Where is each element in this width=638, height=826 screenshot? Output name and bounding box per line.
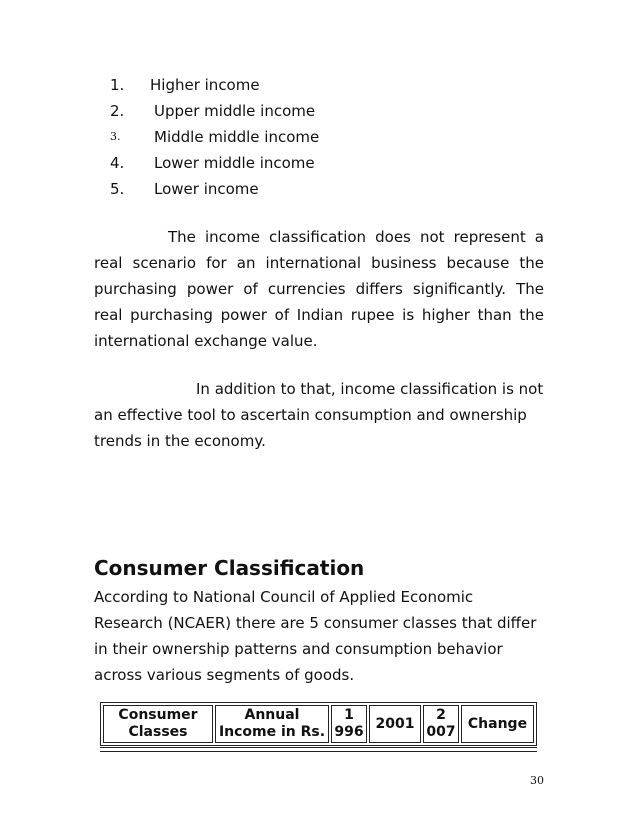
- page-number: 30: [530, 774, 544, 787]
- list-number: 1.: [110, 76, 125, 94]
- paragraph-income-tool: In addition to that, income classification is not an effective tool to ascertain consumption and ownership trends in the economy.: [94, 380, 544, 450]
- list-text: Upper middle income: [154, 102, 316, 120]
- header-consumer-classes: Consumer Classes: [103, 705, 213, 743]
- header-change: Change: [461, 705, 534, 743]
- list-number: 3.: [110, 130, 121, 143]
- table-header-row: [103, 705, 534, 743]
- header-annual-income: Annual Income in Rs.: [215, 705, 329, 743]
- header-1996: 1 996: [331, 705, 367, 743]
- table-bottom-border: [100, 747, 537, 752]
- list-text: Lower income: [154, 180, 259, 198]
- list-number: 4.: [110, 154, 125, 172]
- header-2007: 2 007: [423, 705, 459, 743]
- list-text: Higher income: [150, 76, 260, 94]
- list-text: Lower middle income: [154, 154, 315, 172]
- list-number: 5.: [110, 180, 125, 198]
- section-heading: Consumer Classification: [94, 556, 365, 580]
- consumer-class-table: [100, 702, 537, 752]
- paragraph-income-scenario: The income classification does not represent a real scenario for an international business because the purchasing power of currencies differs significantly. The real purchasing power of Indian rupee is higher than the international exchange value.: [94, 228, 544, 350]
- header-2001: 2001: [369, 705, 421, 743]
- paragraph-ncaer: According to National Council of Applied Economic Research (NCAER) there are 5 consumer classes that differ in their ownership patterns and consumption behavior across various segments of goods.: [94, 588, 537, 684]
- list-number: 2.: [110, 102, 125, 120]
- list-text: Middle middle income: [154, 128, 320, 146]
